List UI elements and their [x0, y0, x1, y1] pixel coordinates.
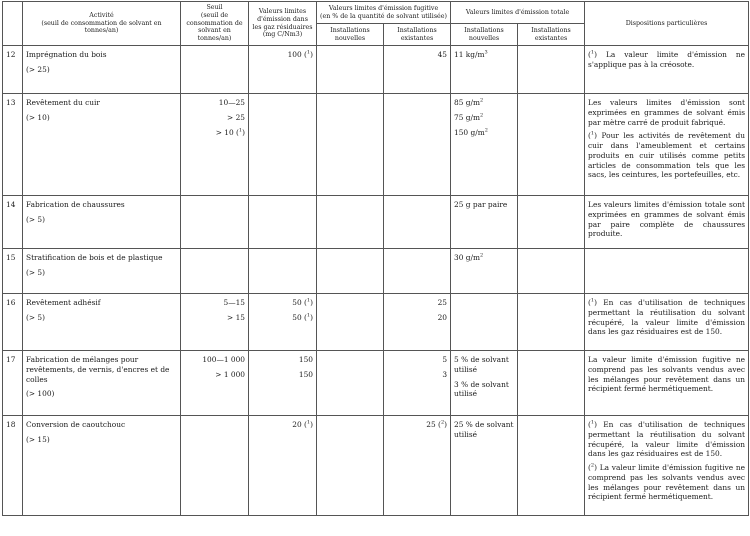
threshold-value: > 10 ($^1$)	[215, 127, 245, 137]
activity-threshold: (> 10)	[26, 112, 50, 122]
elv-value: 150	[298, 369, 313, 379]
total-new-value: 150 $g/m^2$	[454, 127, 488, 137]
provisions-cell	[585, 351, 749, 416]
total-existing-cell	[518, 416, 585, 516]
total-new-value: 25 g par paire	[454, 200, 508, 209]
total-existing-cell	[518, 249, 585, 294]
total-new-cell	[451, 196, 518, 249]
header-total-new: Installations nouvelles	[451, 24, 518, 46]
row-number: 17	[3, 351, 23, 416]
activity-threshold: (> 5)	[26, 267, 46, 277]
fugitive-new-cell	[317, 94, 384, 196]
threshold-value: 100—1 000	[202, 355, 245, 364]
row-number: 14	[3, 196, 23, 249]
elv-cell	[249, 351, 317, 416]
threshold-value: > 1 000	[215, 369, 245, 379]
total-new-cell	[451, 94, 518, 196]
activity-cell	[23, 249, 181, 294]
total-new-value: 3 % de solvant utilisé	[454, 379, 509, 399]
provision-text: ($^1$) En cas d'utilisation de techniques permettant la réutilisation du solvant récupéré, la valeur limite d'émission dans les gaz résiduaires est de 150.	[588, 297, 746, 337]
row-number: 15	[3, 249, 23, 294]
elv-cell	[249, 94, 317, 196]
threshold-cell	[181, 196, 249, 249]
table-row	[3, 46, 749, 94]
provisions-cell	[585, 46, 749, 94]
total-new-value: 85 $g/m^2$	[454, 97, 484, 107]
activity-threshold: (> 15)	[26, 434, 50, 444]
elv-value: 50 ($^1$)	[292, 312, 313, 322]
provision-text: ($^1$) En cas d'utilisation de techniques permettant la réutilisation du solvant récupéré, la valeur limite d'émission dans les gaz résiduaires est de 150.	[588, 419, 746, 459]
table-row	[3, 416, 749, 516]
activity-cell	[23, 46, 181, 94]
activity-name: Revêtement adhésif	[26, 298, 101, 307]
table-row	[3, 249, 749, 294]
fugitive-existing-value: 20	[437, 312, 448, 322]
fugitive-existing-value: 25	[437, 298, 448, 307]
activity-name: Imprégnation du bois	[26, 50, 107, 59]
elv-value: 50 ($^1$)	[292, 297, 313, 307]
row-number: 16	[3, 294, 23, 351]
total-existing-cell	[518, 94, 585, 196]
header-number	[3, 2, 23, 46]
total-new-value: 30 $g/m^2$	[454, 252, 484, 262]
total-new-cell	[451, 249, 518, 294]
provisions-cell	[585, 294, 749, 351]
fugitive-existing-cell	[384, 351, 451, 416]
fugitive-new-cell	[317, 294, 384, 351]
total-new-value: 5 % de solvant utilisé	[454, 355, 509, 374]
header-elv: Valeurs limites d'émission dans les gaz résiduaires (mg C/Nm3)	[249, 2, 317, 46]
activity-threshold: (> 100)	[26, 389, 55, 399]
threshold-cell	[181, 249, 249, 294]
activity-cell	[23, 416, 181, 516]
fugitive-existing-cell	[384, 46, 451, 94]
activity-name: Fabrication de chaussures	[26, 200, 125, 209]
total-new-value: 75 $g/m^2$	[454, 112, 484, 122]
table-row	[3, 196, 749, 249]
header-activity: Activité (seuil de consommation de solvant en tonnes/an)	[23, 2, 181, 46]
table-row	[3, 94, 749, 196]
threshold-cell	[181, 94, 249, 196]
header-total-existing: Installations existantes	[518, 24, 585, 46]
threshold-value: 10—25	[218, 98, 245, 107]
activity-cell	[23, 94, 181, 196]
activity-threshold: (> 5)	[26, 312, 46, 322]
fugitive-new-cell	[317, 196, 384, 249]
fugitive-existing-value: 5	[442, 355, 448, 364]
emission-limits-table	[2, 1, 749, 516]
activity-threshold: (> 25)	[26, 64, 50, 74]
fugitive-existing-cell	[384, 416, 451, 516]
activity-cell	[23, 294, 181, 351]
provisions-cell	[585, 94, 749, 196]
total-new-cell	[451, 416, 518, 516]
row-number: 18	[3, 416, 23, 516]
provision-text: ($^2$) La valeur limite d'émission fugitive ne comprend pas les solvants vendus avec les mélanges pour revêtement dans un récipient fermé hermétiquement.	[588, 462, 746, 502]
activity-name: Conversion de caoutchouc	[26, 420, 126, 429]
header-fugitive: Valeurs limites d'émission fugitive (en % de la quantité de solvant utilisée)	[317, 2, 451, 24]
fugitive-new-cell	[317, 46, 384, 94]
activity-name: Stratification de bois et de plastique	[26, 253, 163, 262]
total-existing-cell	[518, 46, 585, 94]
header-fugitive-existing: Installations existantes	[384, 24, 451, 46]
elv-cell	[249, 416, 317, 516]
total-new-cell	[451, 294, 518, 351]
provisions-cell	[585, 196, 749, 249]
total-existing-cell	[518, 196, 585, 249]
threshold-value: 5—15	[223, 298, 245, 307]
elv-cell	[249, 249, 317, 294]
provision-text: La valeur limite d'émission fugitive ne comprend pas les solvants vendus avec les mélanges pour revêtement dans un récipient fermé hermétiquement.	[588, 355, 746, 394]
threshold-value: > 15	[227, 312, 245, 322]
elv-cell	[249, 294, 317, 351]
row-number: 12	[3, 46, 23, 94]
provisions-cell	[585, 416, 749, 516]
provision-text: ($^1$) Pour les activités de revêtement du cuir dans l'ameublement et certains produits en cuir utilisés comme petits articles de consommation tels que les sacs, les ceintures, les portefeuilles, etc.	[588, 130, 746, 180]
table-row	[3, 351, 749, 416]
elv-value: 20 ($^1$)	[292, 419, 313, 429]
fugitive-existing-value: 25 ($^2$)	[426, 419, 448, 429]
activity-threshold: (> 5)	[26, 214, 46, 224]
threshold-value: > 25	[227, 112, 245, 122]
header-threshold: Seuil (seuil de consommation de solvant en tonnes/an)	[181, 2, 249, 46]
fugitive-existing-value: 45	[437, 50, 448, 59]
provision-text: ($^1$) La valeur limite d'émission ne s'applique pas à la créosote.	[588, 49, 746, 69]
fugitive-existing-value: 3	[442, 369, 448, 379]
total-new-cell	[451, 46, 518, 94]
threshold-cell	[181, 294, 249, 351]
table-row	[3, 294, 749, 351]
fugitive-new-cell	[317, 416, 384, 516]
fugitive-new-cell	[317, 351, 384, 416]
total-new-value: 11 $kg/m^3$	[454, 49, 488, 59]
provision-text: Les valeurs limites d'émission totale sont exprimées en grammes de solvant émis par paire complète de chaussures produite.	[588, 200, 746, 239]
activity-name: Fabrication de mélanges pour revêtements, de vernis, d'encres et de colles	[26, 355, 170, 384]
fugitive-existing-cell	[384, 196, 451, 249]
threshold-cell	[181, 46, 249, 94]
provision-text: Les valeurs limites d'émission sont exprimées en grammes de solvant émis par mètre carré de produit fabriqué.	[588, 98, 746, 127]
fugitive-new-cell	[317, 249, 384, 294]
elv-cell	[249, 196, 317, 249]
header-fugitive-new: Installations nouvelles	[317, 24, 384, 46]
activity-name: Revêtement du cuir	[26, 98, 100, 107]
header-provisions: Dispositions particulières	[585, 2, 749, 46]
header-total: Valeurs limites d'émission totale	[451, 2, 585, 24]
threshold-cell	[181, 416, 249, 516]
total-existing-cell	[518, 294, 585, 351]
total-new-value: 25 % de solvant utilisé	[454, 420, 514, 439]
fugitive-existing-cell	[384, 249, 451, 294]
activity-cell	[23, 196, 181, 249]
fugitive-existing-cell	[384, 294, 451, 351]
threshold-cell	[181, 351, 249, 416]
elv-value: 100 ($^1$)	[287, 49, 313, 59]
activity-cell	[23, 351, 181, 416]
row-number: 13	[3, 94, 23, 196]
provisions-cell	[585, 249, 749, 294]
total-new-cell	[451, 351, 518, 416]
elv-value: 150	[298, 355, 313, 364]
fugitive-existing-cell	[384, 94, 451, 196]
elv-cell	[249, 46, 317, 94]
total-existing-cell	[518, 351, 585, 416]
